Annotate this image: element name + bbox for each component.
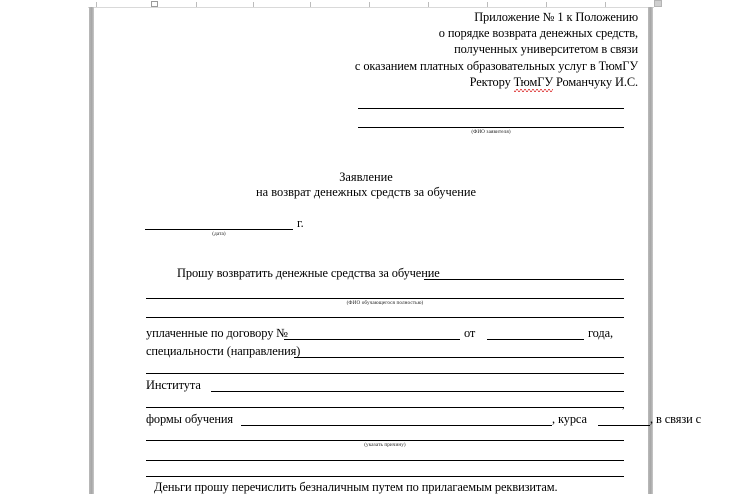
header-line-1: Приложение № 1 к Положению xyxy=(474,10,638,24)
document-page xyxy=(94,8,702,494)
applicant-name-caption: (ФИО заявителя) xyxy=(471,129,511,135)
header-line-4: с оказанием платных образовательных услуг в ТюмГУ xyxy=(354,58,638,73)
ruler-tick xyxy=(428,2,429,7)
reason-lead-in: , в связи с xyxy=(650,412,702,426)
reason-rule-2[interactable] xyxy=(146,460,624,461)
reason-rule-3[interactable] xyxy=(146,476,624,477)
contract-number-rule[interactable] xyxy=(284,339,460,340)
ruler-tab-marker[interactable] xyxy=(151,1,158,7)
form-rule[interactable] xyxy=(241,425,552,426)
ruler-tick xyxy=(369,2,370,7)
date-caption: (дата) xyxy=(212,231,226,237)
reason-rule-1[interactable] xyxy=(146,440,624,441)
applicant-name-rule-1[interactable] xyxy=(358,108,624,109)
ruler-tick xyxy=(310,2,311,7)
contract-year-label: года, xyxy=(588,326,614,340)
student-name-rule-1[interactable] xyxy=(424,279,624,280)
date-rule[interactable] xyxy=(145,229,293,230)
document-subtitle: на возврат денежных средств за обучение xyxy=(256,185,476,199)
date-suffix: г. xyxy=(297,216,304,230)
course-label: , курса xyxy=(552,412,587,426)
contract-from-label: от xyxy=(464,326,476,340)
ruler-tick xyxy=(196,2,197,7)
ruler-tick xyxy=(487,2,488,7)
addressee-suffix: Романчуку И.С. xyxy=(553,74,638,89)
ruler-tick xyxy=(605,2,606,7)
horizontal-ruler[interactable] xyxy=(88,0,654,8)
reason-caption: (указать причину) xyxy=(364,442,406,448)
addressee-prefix: Ректору xyxy=(469,74,514,89)
request-text: Прошу возвратить денежные средства за обучение xyxy=(177,266,440,280)
form-label: формы обучения xyxy=(146,412,234,426)
course-rule[interactable] xyxy=(598,425,650,426)
institute-tail-comma: , xyxy=(622,400,625,411)
header-line-3: полученных университетом в связи xyxy=(454,42,638,57)
document-header-block xyxy=(94,9,638,90)
student-name-caption: (ФИО обучающегося полностью) xyxy=(346,300,424,306)
ruler-tick xyxy=(546,2,547,7)
ruler-tick xyxy=(96,2,97,7)
institute-label: Института xyxy=(146,378,201,392)
addressee-line xyxy=(94,74,638,90)
canvas-left-margin xyxy=(0,0,89,494)
ruler-right-indent-marker[interactable] xyxy=(654,0,662,7)
institute-rule-continued[interactable] xyxy=(146,407,624,408)
student-name-rule-2[interactable] xyxy=(146,298,624,299)
document-title: Заявление xyxy=(339,170,393,184)
contract-label: уплаченные по договору № xyxy=(146,326,289,340)
addressee-org-misspelled: ТюмГУ xyxy=(513,74,553,89)
header-line-2: о порядке возврата денежных средств, xyxy=(438,26,638,41)
specialty-rule[interactable] xyxy=(294,357,624,358)
institute-rule[interactable] xyxy=(211,391,624,392)
applicant-name-rule-2[interactable] xyxy=(358,127,624,128)
closing-text: Деньги прошу перечислить безналичным путем по прилагаемым реквизитам. xyxy=(154,480,558,494)
ruler-tick xyxy=(253,2,254,7)
student-name-rule-3[interactable] xyxy=(146,317,624,318)
contract-date-rule[interactable] xyxy=(487,339,584,340)
specialty-label: специальности (направления) xyxy=(146,344,301,358)
specialty-rule-continued[interactable] xyxy=(146,373,624,374)
